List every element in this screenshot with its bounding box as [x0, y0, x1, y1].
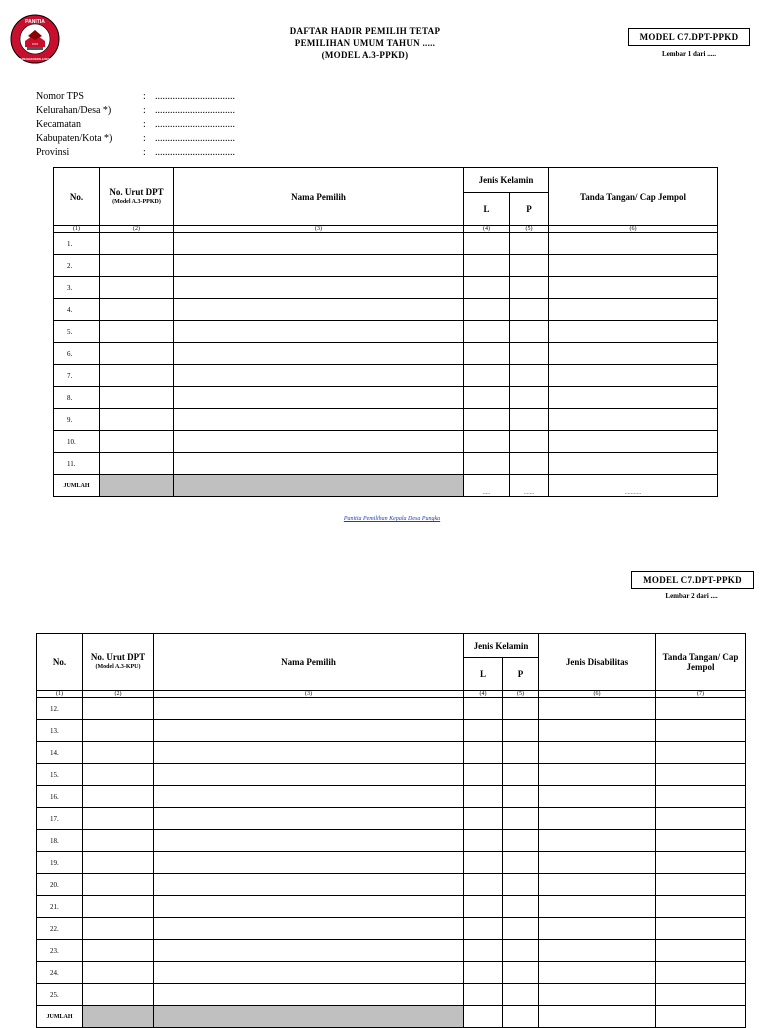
table-row [54, 255, 718, 277]
row-number: 8. [54, 387, 100, 409]
entry-cell[interactable] [539, 896, 656, 918]
table-row [37, 808, 746, 830]
jumlah-dis[interactable] [539, 1006, 656, 1028]
entry-cell[interactable] [549, 453, 718, 475]
col-num: (2) [83, 691, 154, 698]
entry-cell[interactable] [503, 698, 539, 720]
info-separator: : [143, 105, 146, 116]
entry-cell[interactable] [503, 918, 539, 940]
table-row [54, 343, 718, 365]
header-l: L [464, 193, 510, 226]
entry-cell[interactable] [83, 852, 154, 874]
row-number: 20. [37, 874, 83, 896]
entry-cell[interactable] [656, 764, 746, 786]
entry-cell[interactable] [154, 786, 464, 808]
row-number: 2. [54, 255, 100, 277]
table-row [37, 852, 746, 874]
jumlah-l[interactable]: ..... [464, 475, 510, 497]
entry-cell[interactable] [539, 962, 656, 984]
col-num: (3) [154, 691, 464, 698]
row-number: 3. [54, 277, 100, 299]
entry-cell[interactable] [549, 299, 718, 321]
entry-cell[interactable] [656, 896, 746, 918]
info-label: Kelurahan/Desa *) [36, 105, 112, 116]
table-row [37, 940, 746, 962]
entry-cell[interactable] [83, 896, 154, 918]
entry-cell[interactable] [656, 698, 746, 720]
entry-cell[interactable] [464, 698, 503, 720]
entry-cell[interactable] [503, 962, 539, 984]
attendance-table-page-2 [36, 633, 746, 1028]
jumlah-label: JUMLAH [37, 1006, 83, 1028]
entry-cell[interactable] [656, 742, 746, 764]
entry-cell[interactable] [464, 830, 503, 852]
entry-cell[interactable] [174, 321, 464, 343]
entry-cell[interactable] [154, 918, 464, 940]
title-line-1: DAFTAR HADIR PEMILIH TETAP [289, 26, 441, 36]
entry-cell[interactable] [539, 874, 656, 896]
entry-cell[interactable] [539, 852, 656, 874]
entry-cell[interactable] [464, 940, 503, 962]
entry-cell[interactable] [549, 431, 718, 453]
row-number: 6. [54, 343, 100, 365]
title-line-2: PEMILIHAN UMUM TAHUN ..... [294, 38, 436, 48]
entry-cell[interactable] [464, 453, 510, 475]
entry-cell[interactable] [154, 808, 464, 830]
entry-cell[interactable] [464, 255, 510, 277]
entry-cell[interactable] [656, 918, 746, 940]
entry-cell[interactable] [656, 830, 746, 852]
header-p: P [510, 193, 549, 226]
column-number-row [54, 226, 718, 233]
info-row [36, 90, 235, 104]
entry-cell[interactable] [154, 764, 464, 786]
entry-cell[interactable] [174, 431, 464, 453]
row-number: 5. [54, 321, 100, 343]
attendance-table-page-1 [53, 167, 718, 497]
entry-cell[interactable] [464, 852, 503, 874]
entry-cell[interactable] [83, 742, 154, 764]
jumlah-l[interactable] [464, 1006, 503, 1028]
entry-cell[interactable] [539, 720, 656, 742]
entry-cell[interactable] [510, 453, 549, 475]
row-number: 4. [54, 299, 100, 321]
entry-cell[interactable] [539, 698, 656, 720]
entry-cell[interactable] [83, 786, 154, 808]
table-row [37, 896, 746, 918]
entry-cell[interactable] [154, 742, 464, 764]
entry-cell[interactable] [503, 896, 539, 918]
entry-cell[interactable] [549, 321, 718, 343]
entry-cell[interactable] [549, 233, 718, 255]
entry-cell[interactable] [503, 984, 539, 1006]
row-number: 23. [37, 940, 83, 962]
info-value-field[interactable]: ................................ [155, 105, 235, 116]
jumlah-p[interactable] [503, 1006, 539, 1028]
entry-cell[interactable] [539, 830, 656, 852]
entry-cell[interactable] [503, 786, 539, 808]
header-tanda-tangan: Tanda Tangan/ Cap Jempol [656, 634, 746, 691]
row-number: 13. [37, 720, 83, 742]
info-value-field[interactable]: ................................ [155, 91, 235, 102]
entry-cell[interactable] [100, 233, 174, 255]
entry-cell[interactable] [464, 365, 510, 387]
col-num: (6) [539, 691, 656, 698]
info-separator: : [143, 119, 146, 130]
shaded-cell [174, 475, 464, 497]
entry-cell[interactable] [100, 321, 174, 343]
entry-cell[interactable] [174, 453, 464, 475]
table-row [37, 698, 746, 720]
entry-cell[interactable] [100, 431, 174, 453]
entry-cell[interactable] [464, 984, 503, 1006]
row-number: 22. [37, 918, 83, 940]
col-num: (6) [549, 226, 718, 233]
table-row [37, 874, 746, 896]
entry-cell[interactable] [464, 874, 503, 896]
entry-cell[interactable] [510, 409, 549, 431]
entry-cell[interactable] [503, 874, 539, 896]
info-row [36, 104, 235, 118]
entry-cell[interactable] [539, 808, 656, 830]
row-number: 15. [37, 764, 83, 786]
entry-cell[interactable] [174, 233, 464, 255]
header-nama-pemilih: Nama Pemilih [154, 634, 464, 691]
jumlah-ttd[interactable]: ........... [549, 475, 718, 497]
table-row [54, 387, 718, 409]
entry-cell[interactable] [656, 720, 746, 742]
entry-cell[interactable] [100, 365, 174, 387]
entry-cell[interactable] [174, 409, 464, 431]
entry-cell[interactable] [174, 343, 464, 365]
entry-cell[interactable] [656, 808, 746, 830]
entry-cell[interactable] [656, 874, 746, 896]
header-no-urut-sub: (Model A.3-PPKD) [112, 198, 161, 205]
entry-cell[interactable] [174, 387, 464, 409]
entry-cell[interactable] [154, 830, 464, 852]
table-row [37, 962, 746, 984]
entry-cell[interactable] [154, 874, 464, 896]
row-number: 18. [37, 830, 83, 852]
panitia-logo [10, 14, 60, 64]
shaded-cell [100, 475, 174, 497]
jumlah-label: JUMLAH [54, 475, 100, 497]
entry-cell[interactable] [83, 918, 154, 940]
entry-cell[interactable] [154, 984, 464, 1006]
entry-cell[interactable] [539, 742, 656, 764]
row-number: 16. [37, 786, 83, 808]
entry-cell[interactable] [154, 720, 464, 742]
entry-cell[interactable] [83, 720, 154, 742]
entry-cell[interactable] [539, 984, 656, 1006]
header-no-urut [100, 168, 174, 226]
sheet-number: Lembar 1 dari ..... [662, 50, 716, 58]
col-num: (2) [100, 226, 174, 233]
logo-bottom-text: PEMILIHAN KEPALA DESA [18, 58, 52, 61]
entry-cell[interactable] [154, 698, 464, 720]
col-num: (3) [174, 226, 464, 233]
entry-cell[interactable] [510, 255, 549, 277]
row-number: 11. [54, 453, 100, 475]
entry-cell[interactable] [549, 365, 718, 387]
table-row [37, 830, 746, 852]
entry-cell[interactable] [510, 233, 549, 255]
document-title [250, 25, 480, 61]
info-value-field[interactable]: ................................ [155, 119, 235, 130]
table-row [54, 453, 718, 475]
entry-cell[interactable] [464, 277, 510, 299]
entry-cell[interactable] [100, 299, 174, 321]
jumlah-ttd[interactable] [656, 1006, 746, 1028]
table-row [54, 321, 718, 343]
entry-cell[interactable] [464, 299, 510, 321]
entry-cell[interactable] [464, 233, 510, 255]
entry-cell[interactable] [503, 940, 539, 962]
entry-cell[interactable] [503, 764, 539, 786]
table-row [54, 299, 718, 321]
info-separator: : [143, 147, 146, 158]
table-row [37, 720, 746, 742]
table-row [37, 786, 746, 808]
location-fields [36, 90, 235, 160]
entry-cell[interactable] [549, 255, 718, 277]
entry-cell[interactable] [510, 277, 549, 299]
entry-cell[interactable] [539, 940, 656, 962]
row-number: 21. [37, 896, 83, 918]
table-row [37, 918, 746, 940]
info-label: Kecamatan [36, 119, 81, 130]
entry-cell[interactable] [100, 277, 174, 299]
entry-cell[interactable] [510, 431, 549, 453]
entry-cell[interactable] [510, 387, 549, 409]
entry-cell[interactable] [100, 255, 174, 277]
row-number: 17. [37, 808, 83, 830]
info-row [36, 146, 235, 160]
entry-cell[interactable] [100, 453, 174, 475]
header-l: L [464, 658, 503, 691]
entry-cell[interactable] [100, 409, 174, 431]
column-number-row [37, 691, 746, 698]
info-value-field[interactable]: ................................ [155, 147, 235, 158]
header-jenis-kelamin: Jenis Kelamin [464, 168, 549, 193]
entry-cell[interactable] [656, 940, 746, 962]
entry-cell[interactable] [83, 764, 154, 786]
entry-cell[interactable] [464, 896, 503, 918]
entry-cell[interactable] [174, 277, 464, 299]
entry-cell[interactable] [464, 808, 503, 830]
entry-cell[interactable] [464, 720, 503, 742]
entry-cell[interactable] [464, 321, 510, 343]
entry-cell[interactable] [656, 786, 746, 808]
footer-link[interactable]: Panitia Pemilihan Kepala Desa Pungka [343, 516, 441, 522]
entry-cell[interactable] [464, 962, 503, 984]
entry-cell[interactable] [83, 940, 154, 962]
header-no-urut-sub: (Model A.3-KPU) [95, 664, 141, 670]
row-number: 14. [37, 742, 83, 764]
table-row [54, 277, 718, 299]
col-num: (1) [54, 226, 100, 233]
entry-cell[interactable] [464, 742, 503, 764]
logo-top-text: PANITIA [25, 19, 45, 25]
entry-cell[interactable] [100, 387, 174, 409]
entry-cell[interactable] [503, 720, 539, 742]
table-row [37, 764, 746, 786]
row-number: 10. [54, 431, 100, 453]
header-no: No. [54, 168, 100, 226]
entry-cell[interactable] [83, 962, 154, 984]
entry-cell[interactable] [83, 874, 154, 896]
col-num: (5) [503, 691, 539, 698]
entry-cell[interactable] [154, 896, 464, 918]
row-number: 12. [37, 698, 83, 720]
model-code-box-2: MODEL C7.DPT-PPKD [631, 571, 754, 589]
entry-cell[interactable] [656, 962, 746, 984]
table-row [54, 233, 718, 255]
entry-cell[interactable] [154, 940, 464, 962]
info-label: Nomor TPS [36, 91, 84, 102]
entry-cell[interactable] [83, 984, 154, 1006]
info-row [36, 118, 235, 132]
col-num: (4) [464, 691, 503, 698]
jumlah-p[interactable]: ....... [510, 475, 549, 497]
col-num: (1) [37, 691, 83, 698]
entry-cell[interactable] [549, 277, 718, 299]
entry-cell[interactable] [549, 387, 718, 409]
row-number: 19. [37, 852, 83, 874]
jumlah-row [37, 1006, 746, 1028]
entry-cell[interactable] [503, 830, 539, 852]
entry-cell[interactable] [174, 255, 464, 277]
header-no-urut [83, 634, 154, 691]
table-row [54, 365, 718, 387]
shaded-cell [83, 1006, 154, 1028]
info-label: Kabupaten/Kota *) [36, 133, 113, 144]
model-code-box: MODEL C7.DPT-PPKD [628, 28, 750, 46]
logo-center-text: KOTA [31, 44, 39, 46]
entry-cell[interactable] [549, 409, 718, 431]
info-label: Provinsi [36, 147, 70, 158]
info-row [36, 132, 235, 146]
header-no: No. [37, 634, 83, 691]
row-number: 7. [54, 365, 100, 387]
entry-cell[interactable] [100, 343, 174, 365]
entry-cell[interactable] [510, 299, 549, 321]
info-separator: : [143, 91, 146, 102]
entry-cell[interactable] [503, 852, 539, 874]
title-line-3: (MODEL A.3-PPKD) [321, 50, 409, 60]
row-number: 25. [37, 984, 83, 1006]
entry-cell[interactable] [549, 343, 718, 365]
jumlah-row [54, 475, 718, 497]
entry-cell[interactable] [83, 830, 154, 852]
header-no-urut-label: No. Urut DPT [109, 186, 164, 197]
entry-cell[interactable] [656, 852, 746, 874]
header-jenis-kelamin: Jenis Kelamin [464, 634, 539, 658]
entry-cell[interactable] [656, 984, 746, 1006]
entry-cell[interactable] [464, 764, 503, 786]
entry-cell[interactable] [83, 808, 154, 830]
entry-cell[interactable] [510, 321, 549, 343]
entry-cell[interactable] [154, 852, 464, 874]
entry-cell[interactable] [174, 365, 464, 387]
table-row [37, 984, 746, 1006]
entry-cell[interactable] [503, 808, 539, 830]
entry-cell[interactable] [503, 742, 539, 764]
entry-cell[interactable] [539, 786, 656, 808]
table-row [54, 431, 718, 453]
entry-cell[interactable] [510, 365, 549, 387]
col-num: (5) [510, 226, 549, 233]
header-p: P [503, 658, 539, 691]
table-row [54, 409, 718, 431]
entry-cell[interactable] [464, 343, 510, 365]
col-num: (4) [464, 226, 510, 233]
shaded-cell [154, 1006, 464, 1028]
entry-cell[interactable] [154, 962, 464, 984]
entry-cell[interactable] [83, 698, 154, 720]
header-jenis-disabilitas: Jenis Disabilitas [539, 634, 656, 691]
table-row [37, 742, 746, 764]
entry-cell[interactable] [464, 409, 510, 431]
row-number: 24. [37, 962, 83, 984]
info-value-field[interactable]: ................................ [155, 133, 235, 144]
row-number: 1. [54, 233, 100, 255]
entry-cell[interactable] [510, 343, 549, 365]
col-num: (7) [656, 691, 746, 698]
entry-cell[interactable] [464, 387, 510, 409]
sheet-number-2: Lembar 2 dari .... [665, 592, 718, 600]
header-no-urut-label: No. Urut DPT [90, 652, 146, 662]
row-number: 9. [54, 409, 100, 431]
header-nama-pemilih: Nama Pemilih [174, 168, 464, 226]
info-separator: : [143, 133, 146, 144]
entry-cell[interactable] [539, 918, 656, 940]
entry-cell[interactable] [174, 299, 464, 321]
entry-cell[interactable] [464, 786, 503, 808]
entry-cell[interactable] [464, 431, 510, 453]
header-tanda-tangan: Tanda Tangan/ Cap Jempol [549, 168, 718, 226]
entry-cell[interactable] [464, 918, 503, 940]
entry-cell[interactable] [539, 764, 656, 786]
